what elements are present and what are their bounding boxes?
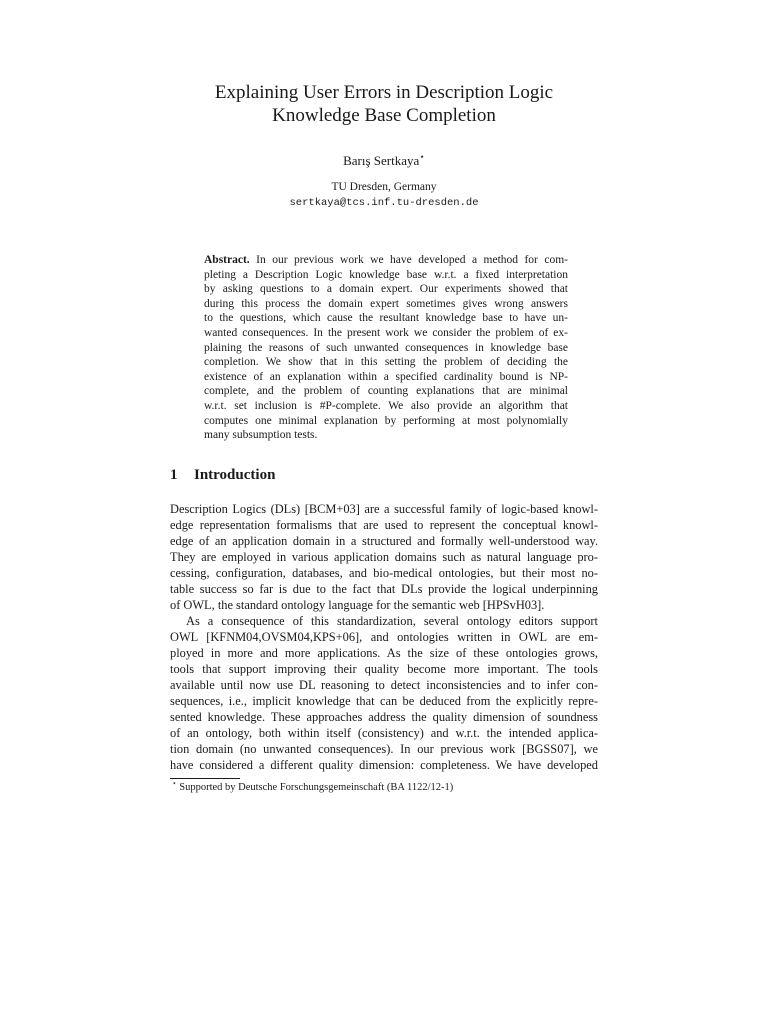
body-line: They are employed in various application domains such as natural language pro- — [170, 550, 598, 564]
title-line-1: Explaining User Errors in Description Logic — [214, 82, 554, 103]
abstract-line: during this process the domain expert sometimes gives wrong answers — [204, 297, 568, 310]
abstract-line: completion. We show that in this setting the problem of deciding the — [204, 356, 568, 369]
abstract-line: wanted consequences. In the present work we consider the problem of ex- — [204, 326, 568, 339]
abstract-line: many subsumption tests. — [204, 429, 318, 442]
footnote-text: Supported by Deutsche Forschungsgemeinschaft (BA 1122/12-1) — [176, 782, 454, 793]
abstract-line: complete, and the problem of counting explanations that are minimal — [204, 385, 568, 398]
abstract-line: w.r.t. set inclusion is #P-complete. We also provide an algorithm that — [204, 399, 568, 412]
abstract-line: to the questions, which cause the resultant knowledge base to have un- — [204, 312, 568, 325]
abstract-line: by asking questions to a domain expert. Our experiments showed that — [204, 283, 568, 296]
title-line-2: Knowledge Base Completion — [272, 105, 496, 126]
author-email: sertkaya@tcs.inf.tu-dresden.de — [289, 197, 479, 209]
body-line: available until now use DL reasoning to detect inconsistencies and to infer con- — [170, 678, 598, 692]
abstract-line: computes one minimal explanation by performing at most polynomially — [204, 414, 568, 427]
author-footnote-mark: ⋆ — [419, 151, 425, 162]
body-line: tools that support improving their quality become more important. The tools — [170, 662, 598, 676]
body-line: have considered a different quality dimension: completeness. We have developed — [170, 758, 598, 772]
abstract-line: existence of an explanation within a specified cardinality bound is NP- — [204, 370, 568, 383]
section-heading — [170, 467, 275, 484]
body-line: edge representation formalisms that are used to represent the conceptual knowl- — [170, 518, 598, 532]
body-line: of an ontology, both within itself (consistency) and w.r.t. the intended applica- — [170, 726, 598, 740]
footnote — [172, 778, 454, 793]
body-line: Description Logics (DLs) [BCM+03] are a successful family of logic-based knowl- — [170, 502, 598, 516]
body-line: table success so far is due to the fact that DLs provide the logical underpinning — [170, 582, 598, 596]
section-number: 1 — [170, 467, 178, 483]
body-line: OWL [KFNM04,OVSM04,KPS+06], and ontologies written in OWL are em- — [170, 630, 598, 644]
body-line: ployed in more and more applications. As the size of these ontologies grows, — [170, 646, 598, 660]
abstract — [204, 253, 568, 443]
abstract-line: plaining the reasons of such unwanted consequences in knowledge base — [204, 341, 568, 354]
body-line: tion domain (no unwanted consequences). In our previous work [BGSS07], we — [170, 742, 598, 756]
paper-title — [0, 81, 768, 127]
body-text — [170, 501, 598, 773]
footnote-rule — [170, 778, 240, 779]
body-line: sequences, i.e., implicit knowledge that can be deduced from the explicitly repre- — [170, 694, 598, 708]
abstract-line: pleting a Description Logic knowledge base w.r.t. a fixed interpretation — [204, 268, 568, 281]
author-name — [0, 153, 768, 169]
affiliation: TU Dresden, Germany — [331, 181, 437, 193]
abstract-line: Abstract. In our previous work we have developed a method for com- — [204, 254, 568, 266]
abstract-label: Abstract. — [204, 254, 250, 266]
body-line: of OWL, the standard ontology language for the semantic web [HPSvH03]. — [170, 598, 545, 612]
body-line: sented knowledge. These approaches address the quality dimension of soundness — [170, 710, 598, 724]
body-line: edge of an application domain in a structured and formally well-understood way. — [170, 534, 598, 548]
body-line: cessing, configuration, databases, and bio-medical ontologies, but their most no- — [170, 566, 598, 580]
section-title: Introduction — [194, 467, 276, 483]
footnote-mark: ⋆ — [172, 778, 177, 788]
body-line: As a consequence of this standardization, several ontology editors support — [186, 614, 598, 628]
author-text: Barış Sertkaya — [343, 153, 420, 168]
